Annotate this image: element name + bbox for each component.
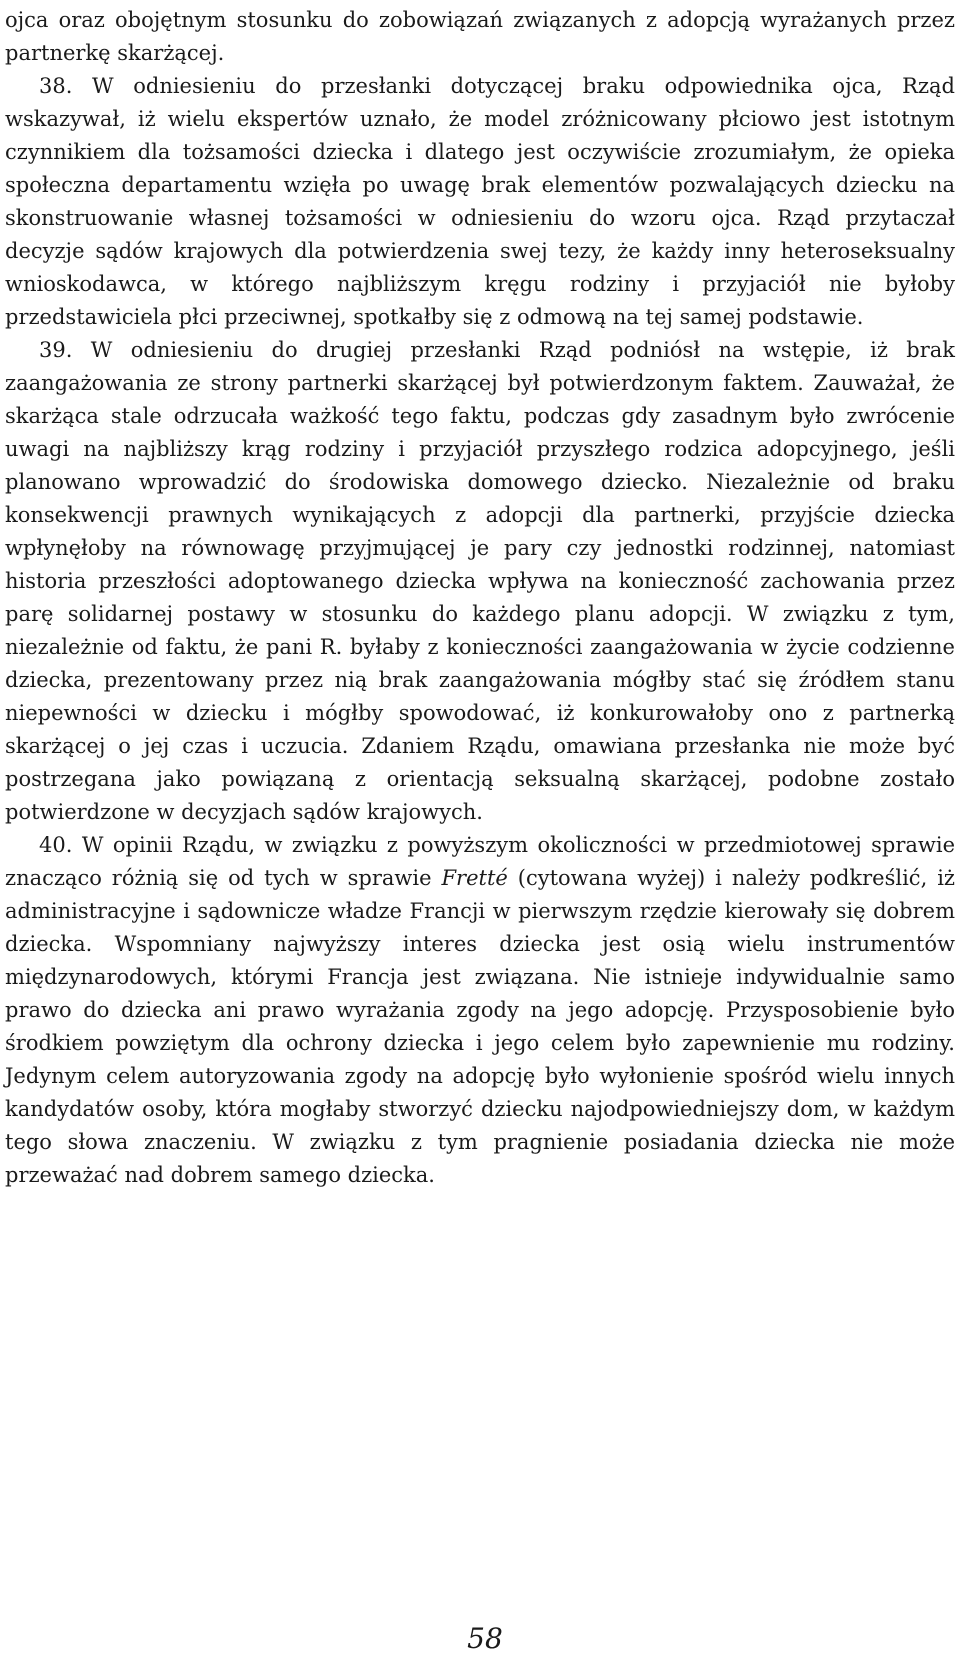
paragraph-number: 38. [39, 74, 73, 98]
carryover-paragraph [5, 4, 955, 70]
paragraph-text: W odniesieniu do drugiej przesłanki Rząd podniósł na wstępie, iż brak zaangażowania ze strony partnerki skarżącej był potwierdzonym faktem. Zauważał, że skarżąca stale odrzucała ważkość tego faktu, podczas gdy zasadnym było zwrócenie uwagi na najbliższy krąg rodziny i przyjaciół przyszłego rodzica adopcyjnego, jeśli planowano wprowadzić do środowiska domowego dziecko. Niezależnie od braku konsekwencji prawnych wynikających z adopcji dla partnerki, przyjście dziecka wpłynęłoby na równowagę przyjmującej je pary czy jednostki rodzinnej, natomiast historia przeszłości adoptowanego dziecka wpływa na konieczność zachowania przez parę solidarnej postawy w stosunku do każdego planu adopcji. W związku z tym, niezależnie od faktu, że pani R. byłaby z konieczności zaangażowania w życie codzienne dziecka, prezentowany przez nią brak zaangażowania mógłby stać się źródłem stanu niepewności w dziecku i mógłby spowodować, iż konkurowałoby ono z partnerką skarżącej o jej czas i uczucia. Zdaniem Rządu, omawiana przesłanka nie może być postrzegana jako powiązaną z orientacją seksualną skarżącej, podobne zostało potwierdzone w decyzjach sądów krajowych. [5, 338, 955, 824]
paragraph-text: W opinii Rządu, w związku z powyższym okoliczności w przedmiotowej sprawie znacząco różnią się od tych w sprawie [5, 833, 955, 890]
paragraph-text: W odniesieniu do przesłanki dotyczącej braku odpowiednika ojca, Rząd wskazywał, iż wielu ekspertów uznało, że model zróżnicowany płciowo jest istotnym czynnikiem dla tożsamości dziecka i dlatego jest oczywiście zrozumiałym, że opieka społeczna departamentu wzięła po uwagę brak elementów pozwalających dziecku na skonstruowanie własnej tożsamości w odniesieniu do wzoru ojca. Rząd przytaczał decyzje sądów krajowych dla potwierdzenia swej tezy, że każdy inny heteroseksualny wnioskodawca, w którego najbliższym kręgu rodziny i przyjaciół nie byłoby przedstawiciela płci przeciwnej, spotkałby się z odmową na tej samej podstawie. [5, 74, 955, 329]
case-name-italic: Fretté [441, 866, 508, 890]
paragraph-text-continued: (cytowana wyżej) i należy podkreślić, iż administracyjne i sądownicze władze Francji w pierwszym rzędzie kierowały się dobrem dziecka. Wspomniany najwyższy interes dziecka jest osią wielu instrumentów międzynarodowych, którymi Francja jest związana. Nie istnieje indywidualnie samo prawo do dziecka ani prawo wyrażania zgody na jego adopcję. Przysposobienie było środkiem powziętym dla ochrony dziecka i jego celem było zapewnienie mu rodziny. Jedynym celem autoryzowania zgody na adopcję było wyłonienie spośród wielu innych kandydatów osoby, która mogłaby stworzyć dziecku najodpowiedniejszy dom, w każdym tego słowa znaczeniu. W związku z tym pragnienie posiadania dziecka nie może przeważać nad dobrem samego dziecka. [5, 866, 955, 1187]
paragraph-39 [5, 334, 955, 829]
carryover-text: ojca oraz obojętnym stosunku do zobowiązań związanych z adopcją wyrażanych przez partnerkę skarżącej. [5, 8, 955, 65]
document-page [5, 0, 955, 1677]
page-number: 58 [467, 1622, 503, 1655]
paragraph-40 [5, 829, 955, 1192]
paragraph-number: 40. [39, 833, 73, 857]
body-text [5, 4, 955, 1192]
paragraph-number: 39. [39, 338, 73, 362]
paragraph-38 [5, 70, 955, 334]
